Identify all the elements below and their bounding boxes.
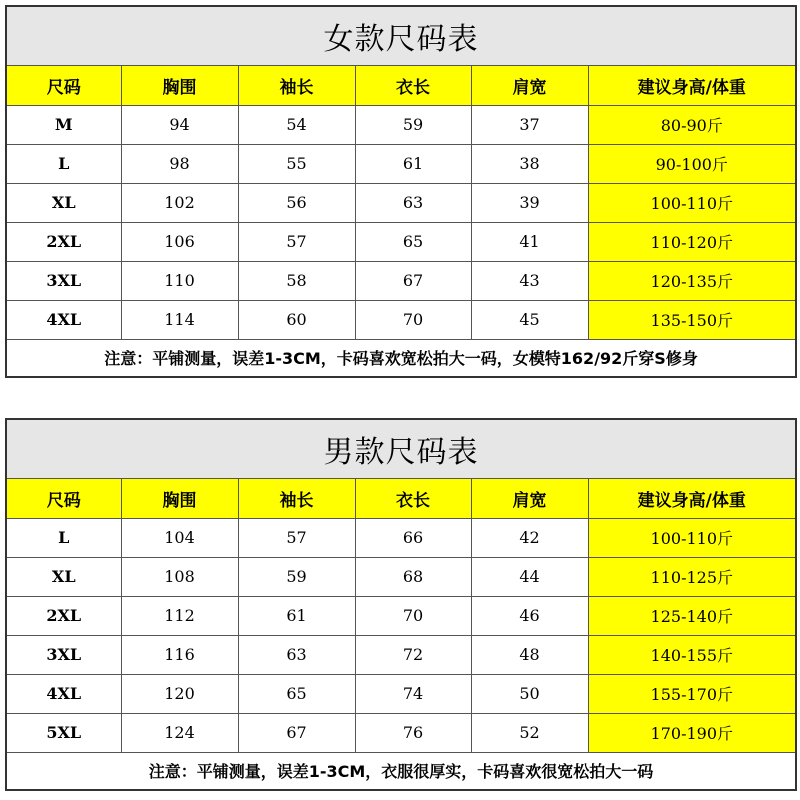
column-header-length: 衣长: [355, 65, 471, 105]
shoulder-cell: 45: [471, 300, 588, 339]
size-cell: L: [6, 518, 121, 557]
sleeve-cell: 54: [238, 105, 355, 144]
shoulder-cell: 39: [471, 183, 588, 222]
recommend-cell: 155-170斤: [588, 674, 796, 713]
column-header-size: 尺码: [6, 65, 121, 105]
men-header-row: [6, 478, 796, 518]
recommend-cell: 100-110斤: [588, 183, 796, 222]
column-header-shoulder: 肩宽: [471, 65, 588, 105]
chest-cell: 102: [121, 183, 238, 222]
size-cell: 3XL: [6, 635, 121, 674]
chest-cell: 116: [121, 635, 238, 674]
sleeve-cell: 61: [238, 596, 355, 635]
recommend-cell: 100-110斤: [588, 518, 796, 557]
length-cell: 70: [355, 596, 471, 635]
shoulder-cell: 42: [471, 518, 588, 557]
column-header-sleeve: 袖长: [238, 65, 355, 105]
chest-cell: 114: [121, 300, 238, 339]
sleeve-cell: 67: [238, 713, 355, 752]
column-header-chest: 胸围: [121, 478, 238, 518]
size-cell: 4XL: [6, 300, 121, 339]
column-header-sleeve: 袖长: [238, 478, 355, 518]
table-row: [6, 300, 796, 339]
women-note-row: [6, 339, 796, 377]
table-row: [6, 222, 796, 261]
chest-cell: 120: [121, 674, 238, 713]
shoulder-cell: 46: [471, 596, 588, 635]
length-cell: 76: [355, 713, 471, 752]
table-row: [6, 261, 796, 300]
length-cell: 67: [355, 261, 471, 300]
sleeve-cell: 56: [238, 183, 355, 222]
table-row: [6, 105, 796, 144]
table-row: [6, 596, 796, 635]
length-cell: 70: [355, 300, 471, 339]
women-header-row: [6, 65, 796, 105]
sleeve-cell: 57: [238, 222, 355, 261]
size-cell: 2XL: [6, 222, 121, 261]
length-cell: 59: [355, 105, 471, 144]
size-cell: XL: [6, 557, 121, 596]
sleeve-cell: 59: [238, 557, 355, 596]
men-note-row: [6, 752, 796, 790]
chest-cell: 110: [121, 261, 238, 300]
length-cell: 68: [355, 557, 471, 596]
chest-cell: 94: [121, 105, 238, 144]
shoulder-cell: 43: [471, 261, 588, 300]
chest-cell: 112: [121, 596, 238, 635]
recommend-cell: 120-135斤: [588, 261, 796, 300]
sleeve-cell: 58: [238, 261, 355, 300]
sleeve-cell: 65: [238, 674, 355, 713]
sleeve-cell: 63: [238, 635, 355, 674]
size-cell: XL: [6, 183, 121, 222]
column-header-shoulder: 肩宽: [471, 478, 588, 518]
size-cell: L: [6, 144, 121, 183]
table-row: [6, 557, 796, 596]
table-row: [6, 713, 796, 752]
recommend-cell: 110-125斤: [588, 557, 796, 596]
sleeve-cell: 55: [238, 144, 355, 183]
column-header-size: 尺码: [6, 478, 121, 518]
column-header-recommend: 建议身高/体重: [588, 65, 796, 105]
column-header-length: 衣长: [355, 478, 471, 518]
length-cell: 74: [355, 674, 471, 713]
sleeve-cell: 60: [238, 300, 355, 339]
chest-cell: 98: [121, 144, 238, 183]
length-cell: 61: [355, 144, 471, 183]
column-header-recommend: 建议身高/体重: [588, 478, 796, 518]
shoulder-cell: 50: [471, 674, 588, 713]
sleeve-cell: 57: [238, 518, 355, 557]
men-size-table: [5, 418, 797, 791]
recommend-cell: 80-90斤: [588, 105, 796, 144]
table-row: [6, 518, 796, 557]
chest-cell: 104: [121, 518, 238, 557]
shoulder-cell: 52: [471, 713, 588, 752]
shoulder-cell: 41: [471, 222, 588, 261]
recommend-cell: 110-120斤: [588, 222, 796, 261]
length-cell: 63: [355, 183, 471, 222]
recommend-cell: 90-100斤: [588, 144, 796, 183]
women-note: 注意：平铺测量，误差1-3CM，卡码喜欢宽松拍大一码，女模特162/92斤穿S修身: [6, 339, 796, 377]
chest-cell: 124: [121, 713, 238, 752]
shoulder-cell: 37: [471, 105, 588, 144]
women-table-title: 女款尺码表: [6, 6, 796, 65]
women-title-row: [6, 6, 796, 65]
men-table-title: 男款尺码表: [6, 419, 796, 478]
shoulder-cell: 48: [471, 635, 588, 674]
recommend-cell: 170-190斤: [588, 713, 796, 752]
size-cell: 2XL: [6, 596, 121, 635]
length-cell: 66: [355, 518, 471, 557]
size-cell: 5XL: [6, 713, 121, 752]
recommend-cell: 140-155斤: [588, 635, 796, 674]
men-note: 注意：平铺测量，误差1-3CM，衣服很厚实，卡码喜欢很宽松拍大一码: [6, 752, 796, 790]
length-cell: 72: [355, 635, 471, 674]
women-size-table: [5, 5, 797, 378]
column-header-chest: 胸围: [121, 65, 238, 105]
shoulder-cell: 38: [471, 144, 588, 183]
table-row: [6, 144, 796, 183]
size-cell: 3XL: [6, 261, 121, 300]
chest-cell: 106: [121, 222, 238, 261]
table-row: [6, 635, 796, 674]
shoulder-cell: 44: [471, 557, 588, 596]
chest-cell: 108: [121, 557, 238, 596]
size-cell: M: [6, 105, 121, 144]
recommend-cell: 135-150斤: [588, 300, 796, 339]
length-cell: 65: [355, 222, 471, 261]
recommend-cell: 125-140斤: [588, 596, 796, 635]
table-row: [6, 674, 796, 713]
men-title-row: [6, 419, 796, 478]
table-row: [6, 183, 796, 222]
size-cell: 4XL: [6, 674, 121, 713]
